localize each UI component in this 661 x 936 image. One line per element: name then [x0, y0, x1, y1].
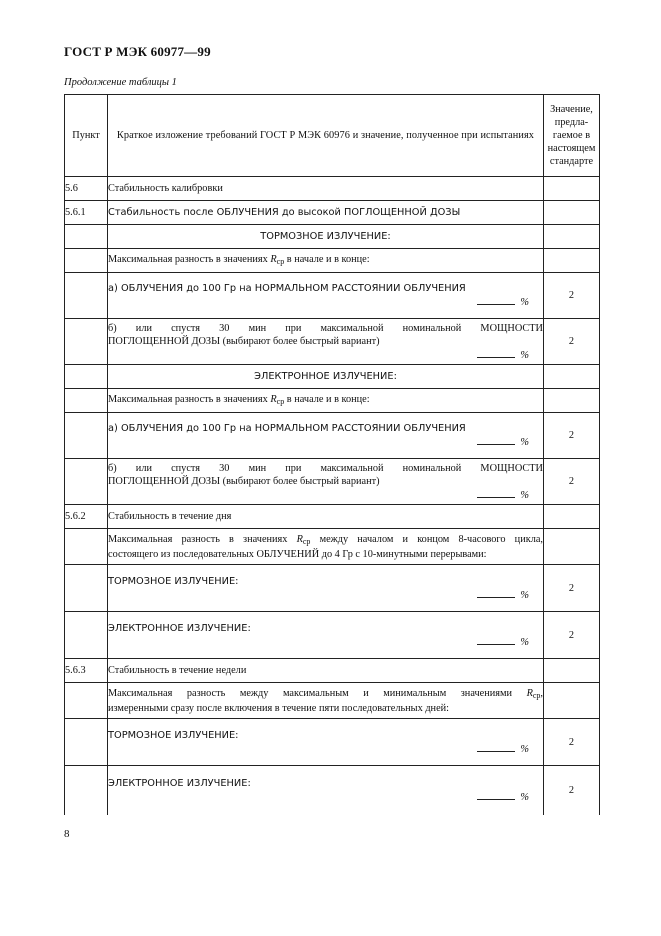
unit-label: %	[520, 349, 529, 361]
blank-field	[108, 635, 543, 649]
point-cell	[65, 365, 108, 389]
r-subscript: ср	[276, 397, 285, 406]
value-cell	[544, 683, 600, 719]
point-cell	[65, 683, 108, 719]
section-heading: ЭЛЕКТРОННОЕ ИЗЛУЧЕНИЕ:	[108, 622, 251, 634]
table-row	[65, 683, 600, 719]
point-cell	[65, 529, 108, 565]
point-cell: 5.6.1	[65, 201, 108, 225]
text-cell	[108, 201, 544, 225]
header-point: Пункт	[65, 95, 108, 177]
table-row	[65, 249, 600, 273]
section-heading: ТОРМОЗНОЕ ИЗЛУЧЕНИЕ:	[260, 231, 391, 242]
r-symbol: R	[526, 687, 533, 699]
text-line: ПОГЛОЩЕННОЙ ДОЗЫ (выбирают более быстрый вариант)	[108, 335, 380, 347]
point-cell	[65, 612, 108, 659]
text-cell	[108, 365, 544, 389]
section-heading: ТОРМОЗНОЕ ИЗЛУЧЕНИЕ:	[108, 729, 239, 741]
point-cell	[65, 766, 108, 815]
text-cell	[108, 766, 544, 815]
page-number: 8	[64, 828, 70, 840]
value-cell: 2	[544, 273, 600, 319]
text-cell	[108, 273, 544, 319]
blank-field	[108, 588, 543, 602]
table-row	[65, 365, 600, 389]
text-line: а) ОБЛУЧЕНИЯ до 100 Гр на НОРМАЛЬНОМ РАССТОЯНИИ ОБЛУЧЕНИЯ	[108, 283, 466, 294]
text-line: ПОГЛОЩЕННОЙ ДОЗЫ (выбирают более быстрый вариант)	[108, 475, 380, 487]
value-cell	[544, 529, 600, 565]
section-heading: ЭЛЕКТРОННОЕ ИЗЛУЧЕНИЕ:	[108, 777, 251, 789]
text-part: Максимальная разность в значениях	[108, 533, 288, 545]
table-row	[65, 273, 600, 319]
value-cell: 2	[544, 319, 600, 365]
value-cell: 2	[544, 413, 600, 459]
table-row	[65, 389, 600, 413]
value-cell	[544, 365, 600, 389]
text-line: измеренными сразу после включения в течение пяти последовательных дней:	[108, 702, 450, 714]
table-row	[65, 225, 600, 249]
text-cell	[108, 225, 544, 249]
table-row	[65, 766, 600, 815]
blank-field	[108, 488, 543, 502]
text-part: Максимальная разность в значениях	[108, 394, 268, 405]
blank-field	[108, 295, 543, 309]
value-cell	[544, 177, 600, 201]
point-cell	[65, 225, 108, 249]
text-cell	[108, 249, 544, 273]
text-line: б) или спустя 30 мин при максимальной номинальной МОЩНОСТИ	[108, 322, 543, 334]
unit-label: %	[520, 297, 529, 308]
point-cell	[65, 565, 108, 612]
value-cell: 2	[544, 719, 600, 766]
header-value: Значение, предла-гаемое в настоящем стандарте	[544, 95, 600, 177]
text-line: состоящего из последовательных ОБЛУЧЕНИЙ до 4 Гр с 10-минутными перерывами:	[108, 548, 487, 560]
text-cell: Стабильность калибровки	[108, 177, 544, 201]
text-line: а) ОБЛУЧЕНИЯ до 100 Гр на НОРМАЛЬНОМ РАССТОЯНИИ ОБЛУЧЕНИЯ	[108, 423, 466, 434]
point-cell	[65, 413, 108, 459]
r-subscript: ср	[276, 257, 285, 266]
value-cell	[544, 505, 600, 529]
blank-field	[108, 435, 543, 449]
header-summary: Краткое изложение требований ГОСТ Р МЭК 60976 и значение, полученное при испытаниях	[108, 95, 544, 177]
table-row	[65, 177, 600, 201]
value-cell	[544, 389, 600, 413]
text-cell	[108, 413, 544, 459]
r-symbol: R	[270, 394, 277, 405]
value-cell: 2	[544, 766, 600, 815]
text-part: в начале и в конце:	[286, 254, 370, 265]
r-subscript: ср	[302, 536, 311, 546]
point-cell	[65, 249, 108, 273]
document-header: ГОСТ Р МЭК 60977—99	[64, 44, 211, 59]
unit-label: %	[520, 437, 529, 448]
text-cell: Стабильность в течение недели	[108, 659, 544, 683]
section-heading: ЭЛЕКТРОННОЕ ИЗЛУЧЕНИЕ:	[254, 371, 397, 382]
text-part: между началом и концом 8-часового цикла,	[319, 533, 543, 545]
text-line	[108, 533, 543, 548]
table-row	[65, 505, 600, 529]
unit-label: %	[520, 743, 529, 755]
unit-label: %	[520, 489, 529, 501]
point-cell	[65, 389, 108, 413]
text-cell: Стабильность в течение дня	[108, 505, 544, 529]
blank-field	[108, 742, 543, 756]
text-part: Максимальная разность между максимальным и минимальным значениями	[108, 687, 513, 699]
table-header-row	[65, 95, 600, 177]
text-cell	[108, 319, 544, 365]
text-line: Максимальная разность между максимальным и минимальным значениями $R_{ср}$,	[108, 687, 543, 700]
point-cell	[65, 273, 108, 319]
unit-label: %	[520, 636, 529, 648]
table-row	[65, 319, 600, 365]
text-line: б) или спустя 30 мин при максимальной номинальной МОЩНОСТИ	[108, 462, 543, 474]
value-cell: 2	[544, 612, 600, 659]
point-cell	[65, 319, 108, 365]
text-cell	[108, 565, 544, 612]
value-cell	[544, 201, 600, 225]
text-cell	[108, 529, 544, 565]
text-cell	[108, 459, 544, 505]
table-row	[65, 201, 600, 225]
text-part: в начале и в конце:	[286, 394, 370, 405]
blank-field	[108, 790, 543, 804]
requirements-table	[64, 94, 600, 815]
text-cell	[108, 389, 544, 413]
table-row	[65, 459, 600, 505]
text-cell	[108, 683, 544, 719]
table-row	[65, 659, 600, 683]
table-continuation-caption: Продолжение таблицы 1	[64, 77, 177, 88]
section-heading: ТОРМОЗНОЕ ИЗЛУЧЕНИЕ:	[108, 575, 239, 587]
text-cell	[108, 612, 544, 659]
table-row	[65, 529, 600, 565]
r-symbol: R	[296, 533, 303, 545]
r-symbol: R	[270, 254, 277, 265]
point-cell: 5.6	[65, 177, 108, 201]
point-cell	[65, 719, 108, 766]
table-row	[65, 719, 600, 766]
text-content: Стабильность после ОБЛУЧЕНИЯ до высокой ПОГЛОЩЕННОЙ ДОЗЫ	[108, 207, 461, 218]
text-cell	[108, 719, 544, 766]
table-row	[65, 612, 600, 659]
point-cell: 5.6.3	[65, 659, 108, 683]
unit-label: %	[520, 589, 529, 601]
point-cell: 5.6.2	[65, 505, 108, 529]
value-cell: 2	[544, 565, 600, 612]
unit-label: %	[520, 791, 529, 803]
text-part: Максимальная разность в значениях	[108, 254, 268, 265]
value-cell	[544, 225, 600, 249]
blank-field	[108, 348, 543, 362]
table-row	[65, 565, 600, 612]
value-cell: 2	[544, 459, 600, 505]
value-cell	[544, 659, 600, 683]
point-cell	[65, 459, 108, 505]
r-subscript: ср	[532, 690, 541, 700]
value-cell	[544, 249, 600, 273]
table-row	[65, 413, 600, 459]
